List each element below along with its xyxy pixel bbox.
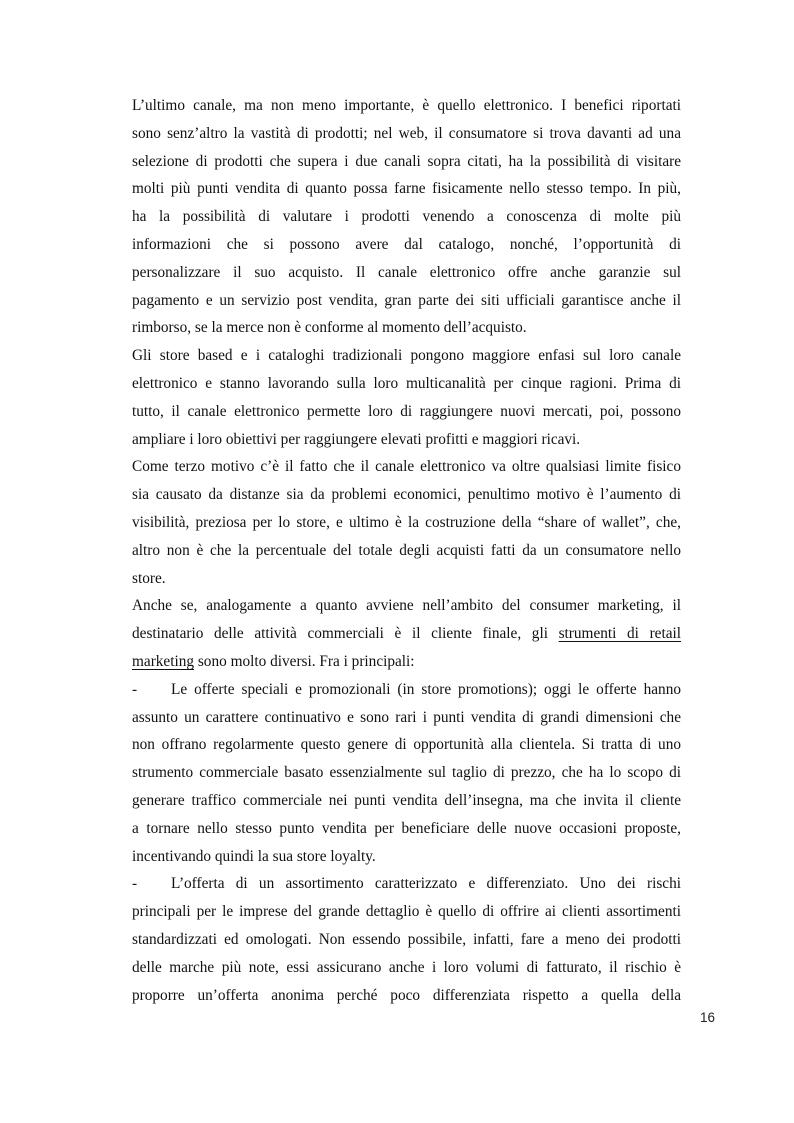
- text-line-with-link: [132, 648, 681, 676]
- text-line: sia causato da distanze sia da problemi economici, penultimo motivo è l’aumento di: [132, 486, 681, 504]
- text-line: molti più punti vendita di quanto possa farne fisicamente nello stesso tempo. In più,: [132, 180, 681, 198]
- text-line: sono senz’altro la vastità di prodotti; nel web, il consumatore si trova davanti ad una: [132, 124, 681, 142]
- text-line: store.: [132, 569, 166, 587]
- text-line: tutto, il canale elettronico permette loro di raggiungere nuovi mercati, poi, possono: [132, 402, 681, 420]
- text-line: altro non è che la percentuale del totale degli acquisti fatti da un consumatore nello: [132, 541, 681, 559]
- text-line-with-link: [132, 620, 681, 648]
- text-line: personalizzare il suo acquisto. Il canale elettronico offre anche garanzie sul: [132, 263, 681, 281]
- text-line: Come terzo motivo c’è il fatto che il canale elettronico va oltre qualsiasi limite fisico: [132, 458, 681, 476]
- page-number: 16: [700, 1010, 716, 1025]
- text-line: incentivando quindi la sua store loyalty.: [132, 847, 376, 865]
- text-line: standardizzati ed omologati. Non essendo possibile, infatti, fare a meno dei prodotti: [132, 930, 681, 948]
- bullet-line: [132, 676, 681, 704]
- text-segment: Le offerte speciali e promozionali (in store promotions); oggi le offerte hanno: [171, 680, 681, 698]
- bullet-dash: -: [132, 680, 138, 698]
- text-line: rimborso, se la merce non è conforme al momento dell’acquisto.: [132, 319, 527, 337]
- text-line: ampliare i loro obiettivi per raggiungere elevati profitti e maggiori ricavi.: [132, 430, 581, 448]
- text-line: informazioni che si possono avere dal catalogo, nonché, l’opportunità di: [132, 235, 681, 253]
- text-line: Anche se, analogamente a quanto avviene nell’ambito del consumer marketing, il: [132, 597, 681, 615]
- text-line: visibilità, preziosa per lo store, e ultimo è la costruzione della “share of wallet”, che,: [132, 513, 681, 531]
- retail-marketing-link[interactable]: strumenti di retail: [558, 625, 681, 643]
- bullet-dash: -: [132, 875, 138, 893]
- text-line: strumento commerciale basato essenzialmente sul taglio di prezzo, che ha lo scopo di: [132, 764, 681, 782]
- text-line: ha la possibilità di valutare i prodotti venendo a conoscenza di molte più: [132, 208, 681, 226]
- text-line: generare traffico commerciale nei punti vendita dell’insegna, ma che invita il cliente: [132, 791, 681, 809]
- text-line: principali per le imprese del grande dettaglio è quello di offrire ai clienti assortimenti: [132, 903, 681, 921]
- text-line: Gli store based e i cataloghi tradizionali pongono maggiore enfasi sul loro canale: [132, 347, 681, 365]
- text-line: selezione di prodotti che supera i due canali sopra citati, ha la possibilità di visitare: [132, 152, 681, 170]
- text-line: a tornare nello stesso punto vendita per beneficiare delle nuove occasioni proposte,: [132, 819, 681, 837]
- text-line: proporre un’offerta anonima perché poco differenziata rispetto a quella della: [132, 986, 681, 1004]
- retail-marketing-link[interactable]: marketing: [132, 652, 195, 670]
- text-segment: sono molto diversi. Fra i principali:: [197, 652, 415, 670]
- text-line: L’ultimo canale, ma non meno importante, è quello elettronico. I benefici riportati: [132, 97, 681, 114]
- text-line: elettronico e stanno lavorando sulla loro multicanalità per cinque ragioni. Prima di: [132, 374, 681, 392]
- bullet-line: [132, 870, 681, 898]
- text-line: delle marche più note, essi assicurano anche i loro volumi di fatturato, il rischio è: [132, 958, 681, 976]
- text-line: pagamento e un servizio post vendita, gran parte dei siti ufficiali garantisce anche il: [132, 291, 681, 309]
- body-text: [132, 92, 681, 1009]
- text-segment: destinatario delle attività commerciali è il cliente finale, gli: [132, 625, 548, 643]
- text-line: assunto un carattere continuativo e sono rari i punti vendita di grandi dimensioni che: [132, 708, 681, 726]
- text-line: non offrano regolarmente questo genere di opportunità alla clientela. Si tratta di uno: [132, 736, 681, 754]
- text-segment: L’offerta di un assortimento caratterizzato e differenziato. Uno dei rischi: [171, 875, 681, 893]
